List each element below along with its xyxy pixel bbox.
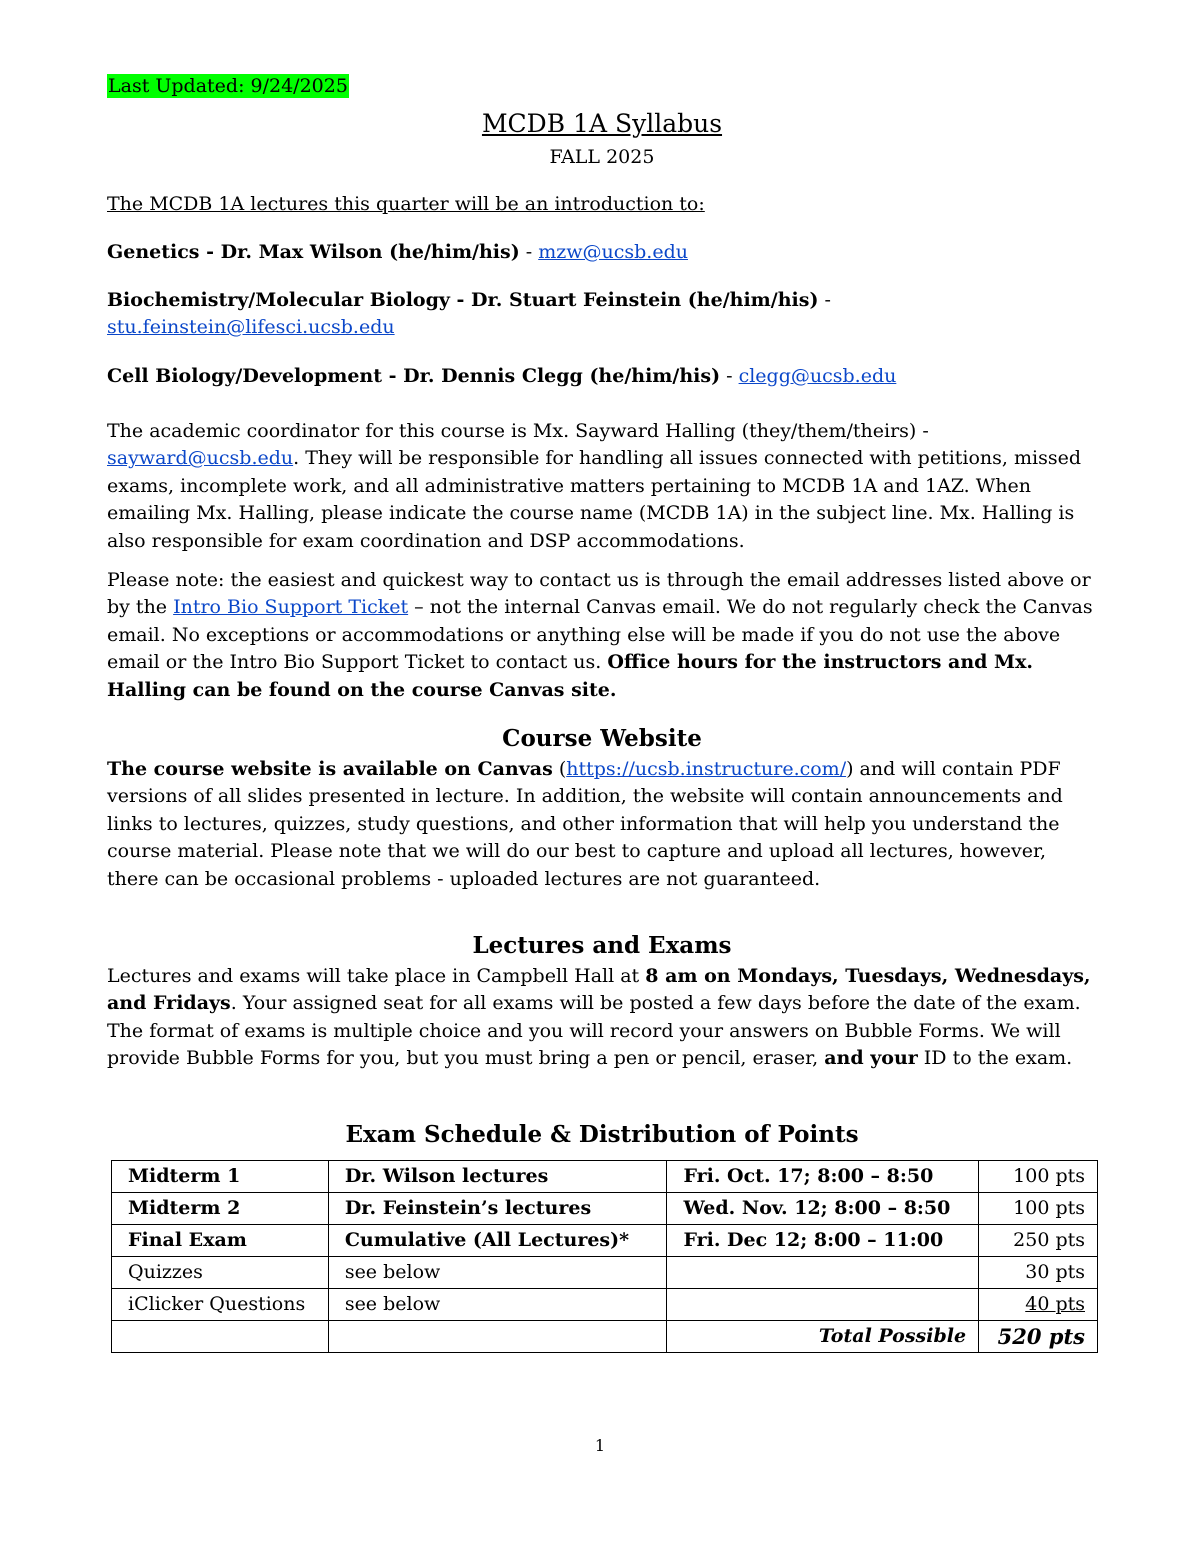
instructor-cell-biology: Cell Biology/Development - Dr. Dennis Clegg (he/him/his) - clegg@ucsb.edu (107, 365, 897, 387)
empty-cell (112, 1321, 329, 1353)
page-title: MCDB 1A Syllabus (481, 109, 723, 138)
empty-cell (328, 1321, 667, 1353)
exam-points: 30 pts (979, 1257, 1098, 1289)
contact-note-paragraph: Please note: the easiest and quickest way to contact us is through the email addresses listed above or by the Intro Bio Support Ticket – not the internal Canvas email. We do not regularly check the Canvas email. No exceptions or accommodations or anything else will be made if you do not use the above email or the Intro Bio Support Ticket to contact us. Office hours for the instructors and Mx. Halling can be found on the course Canvas site. (107, 569, 1093, 701)
exam-name: Quizzes (112, 1257, 329, 1289)
exam-content: Dr. Feinstein’s lectures (328, 1193, 667, 1225)
exam-content: see below (328, 1257, 667, 1289)
exam-content: Dr. Wilson lectures (328, 1161, 667, 1193)
intro-line: The MCDB 1A lectures this quarter will be an introduction to: (107, 193, 705, 215)
exam-name: Midterm 1 (112, 1161, 329, 1193)
exam-points: 40 pts (979, 1289, 1098, 1321)
table-row (112, 1193, 1098, 1225)
coordinator-paragraph: The academic coordinator for this course is Mx. Sayward Halling (they/them/theirs) - sayward@ucsb.edu. They will be responsible for handling all issues connected with petitions, missed exams, incomplete work, and all administrative matters pertaining to MCDB 1A and 1AZ. When emailing Mx. Halling, please indicate the course name (MCDB 1A) in the subject line. Mx. Halling is also responsible for exam coordination and DSP accommodations. (107, 420, 1082, 552)
table-row (112, 1257, 1098, 1289)
page-number: 1 (594, 1436, 606, 1455)
email-link-halling[interactable]: sayward@ucsb.edu (107, 447, 294, 470)
email-link-wilson[interactable]: mzw@ucsb.edu (538, 241, 688, 263)
email-link-feinstein[interactable]: stu.feinstein@lifesci.ucsb.edu (107, 316, 395, 339)
table-row (112, 1289, 1098, 1321)
exam-date (667, 1257, 979, 1289)
exam-points: 100 pts (979, 1193, 1098, 1225)
total-points: 520 pts (979, 1321, 1098, 1353)
exam-date: Fri. Dec 12; 8:00 – 11:00 (667, 1225, 979, 1257)
exam-content: see below (328, 1289, 667, 1321)
exam-name: Final Exam (112, 1225, 329, 1257)
exam-schedule-table (111, 1160, 1098, 1353)
last-updated: Last Updated: 9/24/2025 (108, 75, 348, 97)
email-link-clegg[interactable]: clegg@ucsb.edu (738, 365, 897, 387)
total-label: Total Possible (667, 1321, 979, 1353)
exam-points: 100 pts (979, 1161, 1098, 1193)
canvas-link[interactable]: https://ucsb.instructure.com/ (566, 758, 847, 780)
course-website-paragraph: The course website is available on Canvas (https://ucsb.instructure.com/) and will contain PDF versions of all slides presented in lecture. In addition, the website will contain announcements and links to lectures, quizzes, study questions, and other information that will help you understand the course material. Please note that we will do our best to capture and upload all lectures, however, there can be occasional problems - uploaded lectures are not guaranteed. (107, 758, 1063, 890)
exam-date: Wed. Nov. 12; 8:00 – 8:50 (667, 1193, 979, 1225)
lectures-exams-paragraph: Lectures and exams will take place in Campbell Hall at 8 am on Mondays, Tuesdays, Wednesdays, and Fridays. Your assigned seat for all exams will be posted a few days before the date of the exam. The format of exams is multiple choice and you will record your answers on Bubble Forms. We will provide Bubble Forms for you, but you must bring a pen or pencil, eraser, and your ID to the exam. (107, 965, 1091, 1070)
table-row (112, 1161, 1098, 1193)
exam-content: Cumulative (All Lectures)* (328, 1225, 667, 1257)
instructor-genetics: Genetics - Dr. Max Wilson (he/him/his) - mzw@ucsb.edu (107, 241, 688, 263)
support-ticket-link[interactable]: Intro Bio Support Ticket (173, 596, 409, 619)
exam-name: iClicker Questions (112, 1289, 329, 1321)
exam-schedule-heading: Exam Schedule & Distribution of Points (345, 1121, 859, 1148)
lectures-exams-heading: Lectures and Exams (472, 932, 732, 959)
course-website-heading: Course Website (502, 725, 702, 752)
exam-points: 250 pts (979, 1225, 1098, 1257)
exam-date (667, 1289, 979, 1321)
exam-name: Midterm 2 (112, 1193, 329, 1225)
table-row (112, 1225, 1098, 1257)
exam-date: Fri. Oct. 17; 8:00 – 8:50 (667, 1161, 979, 1193)
term-label: FALL 2025 (549, 146, 655, 168)
instructor-biochemistry: Biochemistry/Molecular Biology - Dr. Stuart Feinstein (he/him/his) - stu.feinstein@lifesci.ucsb.edu (107, 289, 831, 339)
table-row-total (112, 1321, 1098, 1353)
